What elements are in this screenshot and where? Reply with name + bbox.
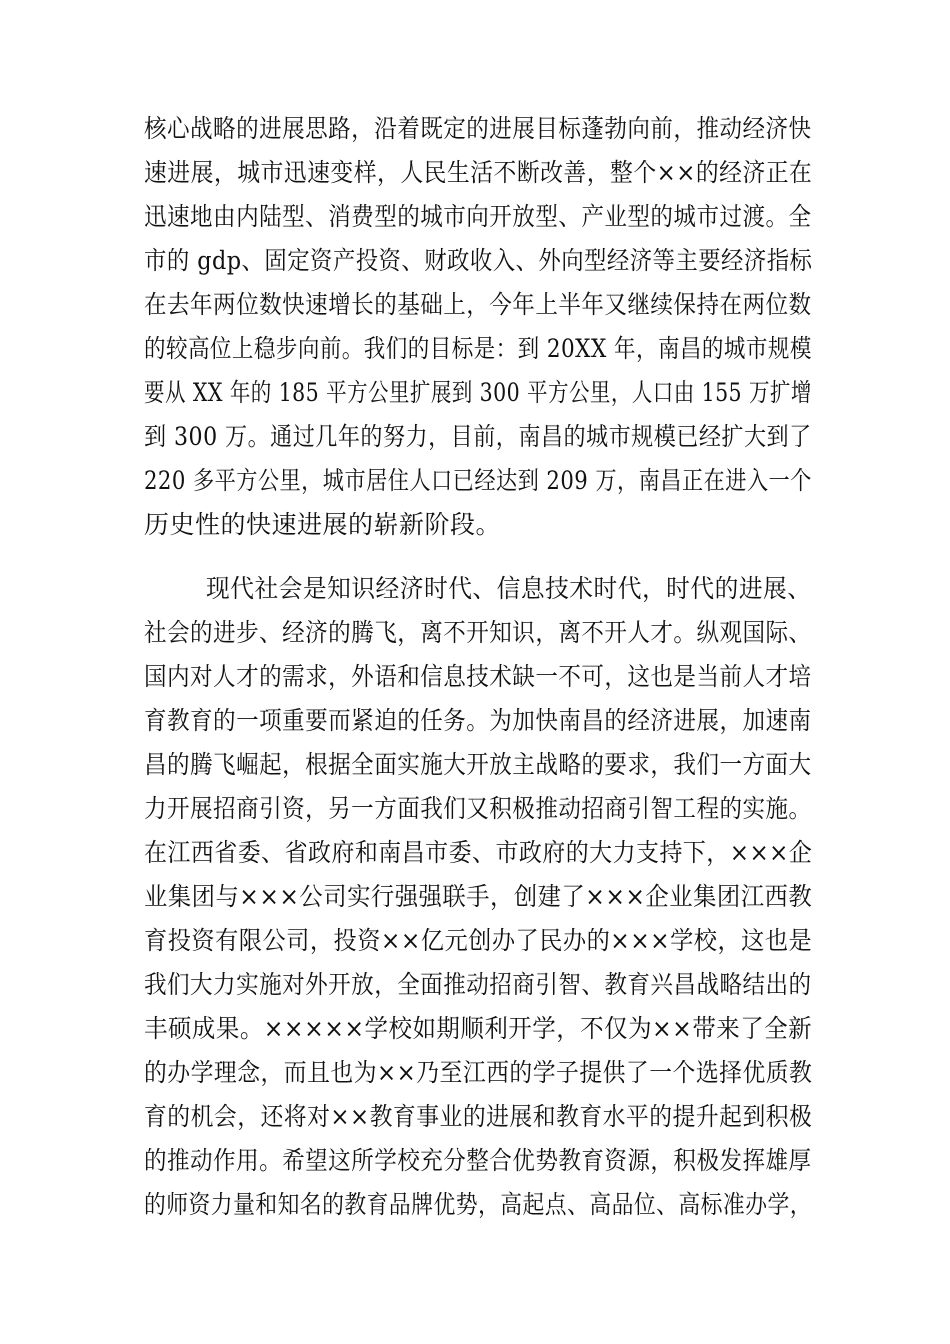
- paragraph-2-line-5: 昌的腾飞崛起，根据全面实施大开放主战略的要求，我们一方面大: [144, 750, 812, 779]
- paragraph-1-line-6: 的较高位上稳步向前。我们的目标是：到 20XX 年，南昌的城市规模: [144, 334, 812, 363]
- paragraph-2-line-14: 的推动作用。希望这所学校充分整合优势教育资源，积极发挥雄厚: [144, 1146, 812, 1175]
- paragraph-2-line-4: 育教育的一项重要而紧迫的任务。为加快南昌的经济进展，加速南: [144, 706, 812, 735]
- paragraph-1-line-5: 在去年两位数快速增长的基础上，今年上半年又继续保持在两位数: [144, 290, 812, 319]
- paragraph-1-line-4: 市的 gdp、固定资产投资、财政收入、外向型经济等主要经济指标: [144, 246, 813, 275]
- paragraph-2-line-8: 业集团与×××公司实行强强联手，创建了×××企业集团江西教: [144, 882, 813, 911]
- paragraph-2-line-10: 我们大力实施对外开放，全面推动招商引智、教育兴昌战略结出的: [144, 970, 812, 999]
- paragraph-2-line-3: 国内对人才的需求，外语和信息技术缺一不可，这也是当前人才培: [144, 662, 812, 691]
- paragraph-1-line-9: 220 多平方公里，城市居住人口已经达到 209 万，南昌正在进入一个: [144, 466, 812, 495]
- paragraph-2-line-11: 丰硕成果。×××××学校如期顺利开学，不仅为××带来了全新: [144, 1014, 813, 1043]
- paragraph-1-line-10: 历史性的快速进展的崭新阶段。: [144, 510, 502, 539]
- paragraph-1-line-2: 速进展，城市迅速变样，人民生活不断改善，整个××的经济正在: [144, 158, 813, 187]
- paragraph-2-line-9: 育投资有限公司，投资××亿元创办了民办的×××学校，这也是: [144, 926, 813, 955]
- paragraph-2-line-7: 在江西省委、省政府和南昌市委、市政府的大力支持下，×××企: [144, 838, 813, 867]
- paragraph-2-line-12: 的办学理念，而且也为××乃至江西的学子提供了一个选择优质教: [144, 1058, 813, 1087]
- paragraph-1-line-3: 迅速地由内陆型、消费型的城市向开放型、产业型的城市过渡。全: [144, 202, 812, 231]
- paragraph-1-line-1: 核心战略的进展思路，沿着既定的进展目标蓬勃向前，推动经济快: [144, 114, 812, 143]
- paragraph-2-line-13: 育的机会，还将对××教育事业的进展和教育水平的提升起到积极: [144, 1102, 813, 1131]
- paragraph-2-line-6: 力开展招商引资，另一方面我们又积极推动招商引智工程的实施。: [144, 794, 812, 823]
- paragraph-2-line-1: 现代社会是知识经济时代、信息技术时代，时代的进展、: [206, 574, 812, 603]
- paragraph-2-line-2: 社会的进步、经济的腾飞，离不开知识，离不开人才。纵观国际、: [144, 618, 812, 647]
- paragraph-1-line-8: 到 300 万。通过几年的努力，目前，南昌的城市规模已经扩大到了: [144, 422, 812, 451]
- paragraph-1-line-7: 要从 XX 年的 185 平方公里扩展到 300 平方公里，人口由 155 万扩增: [144, 378, 812, 407]
- paragraph-2-line-15: 的师资力量和知名的教育品牌优势，高起点、高品位、高标准办学，: [144, 1190, 813, 1219]
